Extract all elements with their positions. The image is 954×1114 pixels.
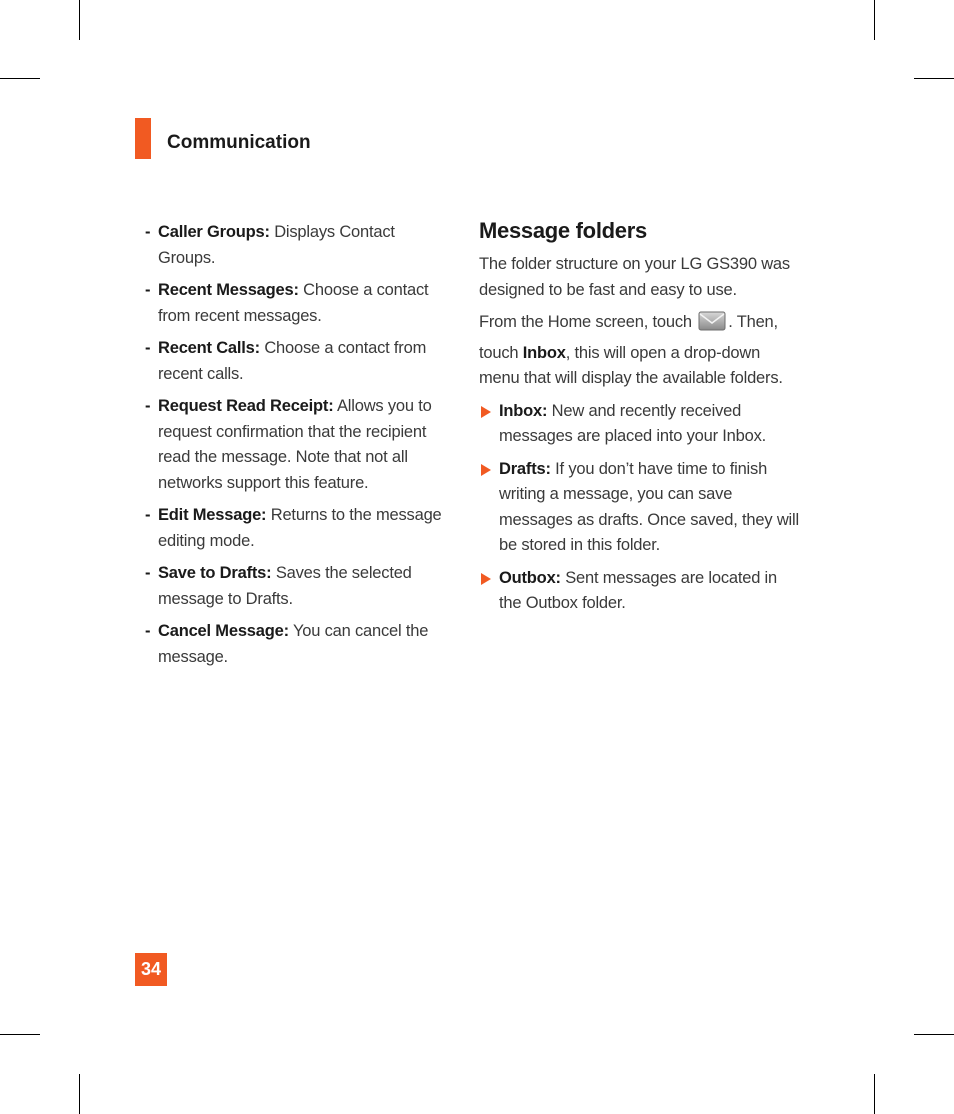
list-item: - Save to Drafts: Saves the selected message to Drafts. <box>145 564 412 608</box>
folder-label: Drafts: <box>499 459 551 478</box>
crop-mark <box>79 0 80 40</box>
option-text: Allows you to request confirmation that the recipient read the message. Note that not all networks support this feature. <box>158 397 432 492</box>
option-label: Recent Messages: <box>158 281 299 299</box>
section-title: Communication <box>167 132 311 153</box>
arrow-bullet-icon <box>481 464 491 476</box>
arrow-bullet-icon <box>481 406 491 418</box>
list-item <box>479 566 799 617</box>
options-list <box>145 220 450 677</box>
option-label: Edit Message: <box>158 506 267 524</box>
option-text: Choose a contact from recent messages. <box>158 281 429 325</box>
list-item: - Request Read Receipt: Allows you to request confirmation that the recipient read the message. Note that not all networks support this feature. <box>145 397 432 492</box>
option-label: Recent Calls: <box>158 339 260 357</box>
list-item <box>479 457 799 559</box>
folder-text: New and recently received messages are placed into your Inbox. <box>499 401 767 445</box>
crop-mark <box>79 1074 80 1114</box>
crop-mark <box>914 1034 954 1035</box>
folder-label: Inbox: <box>499 401 548 420</box>
list-item: - Edit Message: Returns to the message editing mode. <box>145 506 442 550</box>
option-text: Displays Contact Groups. <box>158 223 395 267</box>
intro-paragraph: The folder structure on your LG GS390 was designed to be fast and easy to use. <box>479 255 790 299</box>
instruction-paragraph: From the Home screen, touch . Then, touch Inbox, this will open a drop-down menu that will display the available folders. <box>479 310 799 392</box>
folder-text: Sent messages are located in the Outbox folder. <box>499 568 778 612</box>
crop-mark <box>914 78 954 79</box>
crop-mark <box>874 1074 875 1114</box>
option-text: Saves the selected message to Drafts. <box>158 564 412 608</box>
folder-text: If you don’t have time to finish writing a message, you can save messages as drafts. Once saved, they will be stored in this folder. <box>499 459 799 554</box>
list-item: - Recent Messages: Choose a contact from recent messages. <box>145 281 429 325</box>
envelope-icon <box>698 310 726 341</box>
option-label: Save to Drafts: <box>158 564 272 582</box>
list-item <box>479 399 799 450</box>
folder-label: Outbox: <box>499 568 561 587</box>
option-text: Choose a contact from recent calls. <box>158 339 427 383</box>
option-text: You can cancel the message. <box>158 622 429 666</box>
option-label: Request Read Receipt: <box>158 397 334 415</box>
option-label: Cancel Message: <box>158 622 289 640</box>
section-accent-bar <box>135 118 151 159</box>
crop-mark <box>874 0 875 40</box>
section-heading: Message folders <box>479 218 647 243</box>
option-label: Caller Groups: <box>158 223 270 241</box>
crop-mark <box>0 78 40 79</box>
list-item: - Caller Groups: Displays Contact Groups. <box>145 223 395 267</box>
page-number: 34 <box>135 953 167 986</box>
crop-mark <box>0 1034 40 1035</box>
arrow-bullet-icon <box>481 573 491 585</box>
list-item: - Cancel Message: You can cancel the message. <box>145 622 429 666</box>
list-item: - Recent Calls: Choose a contact from recent calls. <box>145 339 427 383</box>
message-folders-section <box>479 218 799 624</box>
option-text: Returns to the message editing mode. <box>158 506 442 550</box>
